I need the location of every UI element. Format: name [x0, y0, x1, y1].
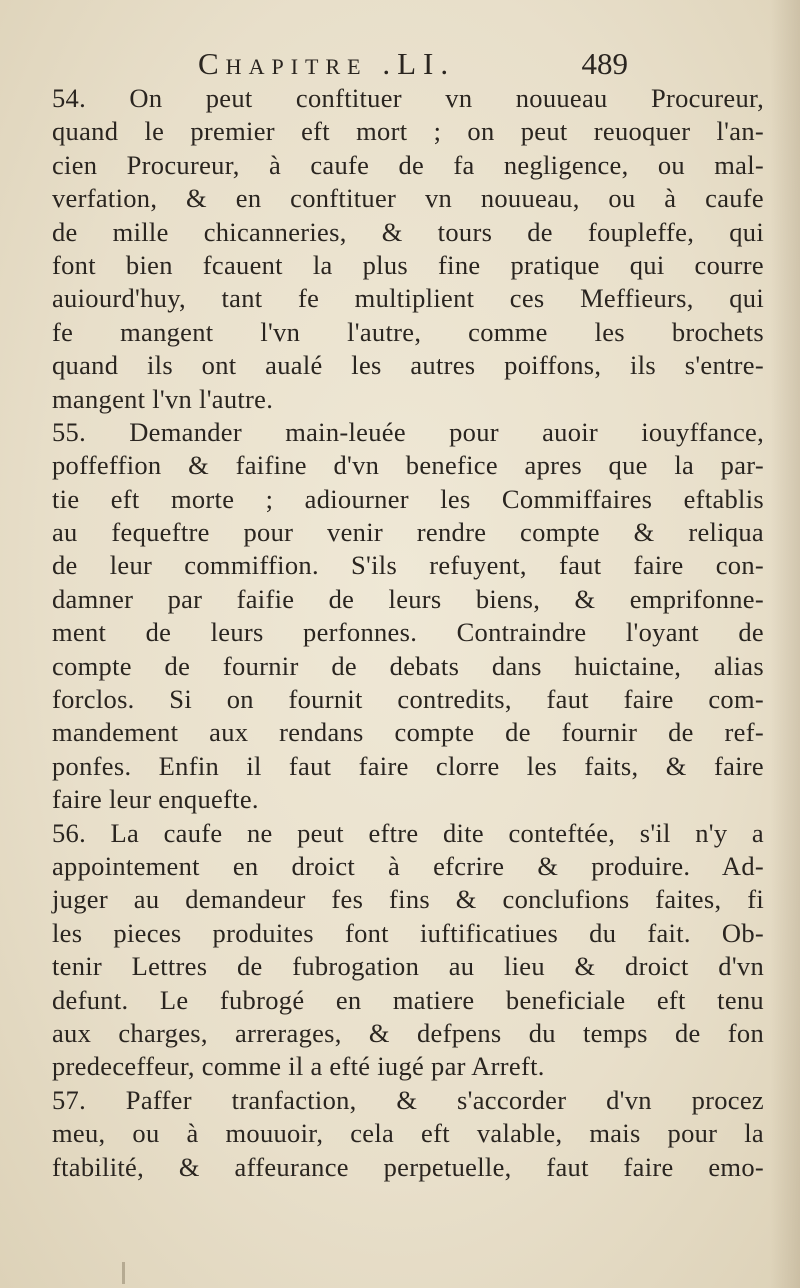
running-head — [198, 46, 638, 86]
text-line: font bien fcauent la plus fine pratique qui courre — [52, 249, 764, 280]
text-line: tenir Lettres de fubrogation au lieu & droict d'vn — [52, 951, 764, 982]
text-line: appointement en droict à efcrire & produire. Ad- — [52, 850, 764, 881]
text-line: 55. Demander main-leuée pour auoir iouyffance, — [52, 416, 764, 447]
text-line: quand le premier eft mort ; on peut reuoquer l'an- — [52, 116, 764, 147]
body-text — [52, 82, 764, 1184]
text-line: quand ils ont aualé les autres poiffons, ils s'entre- — [52, 350, 764, 381]
text-line: verfation, & en conftituer vn nouueau, ou à caufe — [52, 183, 764, 214]
text-line: ment de leurs perfonnes. Contraindre l'oyant de — [52, 617, 764, 648]
text-line: cien Procureur, à caufe de fa negligence, ou mal- — [52, 149, 764, 180]
paper-mark — [122, 1262, 125, 1284]
text-line: mangent l'vn l'autre. — [52, 383, 274, 414]
text-line: 56. La caufe ne peut eftre dite conteftée, s'il n'y a — [52, 817, 764, 848]
chapter-title: Chapitre .LI. — [198, 46, 456, 81]
text-line: 57. Paffer tranfaction, & s'accorder d'vn procez — [52, 1084, 764, 1115]
text-line: meu, ou à mouuoir, cela eft valable, mais pour la — [52, 1118, 764, 1149]
text-line: forclos. Si on fournit contredits, faut faire com- — [52, 684, 764, 715]
text-line: au fequeftre pour venir rendre compte & reliqua — [52, 517, 764, 548]
text-line: damner par faifie de leurs biens, & emprifonne- — [52, 583, 764, 614]
text-line: faire leur enquefte. — [52, 784, 259, 815]
text-line: ftabilité, & affeurance perpetuelle, faut faire emo- — [52, 1151, 764, 1182]
page-edge-shadow — [770, 0, 800, 1288]
text-line: aux charges, arrerages, & defpens du temps de fon — [52, 1017, 764, 1048]
text-line: de leur commiffion. S'ils refuyent, faut faire con- — [52, 550, 764, 581]
text-line: compte de fournir de debats dans huictaine, alias — [52, 650, 764, 681]
text-line: mandement aux rendans compte de fournir de ref- — [52, 717, 764, 748]
text-line: auiourd'huy, tant fe multiplient ces Meffieurs, qui — [52, 283, 764, 314]
text-line: defunt. Le fubrogé en matiere beneficiale eft tenu — [52, 984, 764, 1015]
text-line: de mille chicanneries, & tours de foupleffe, qui — [52, 216, 764, 247]
text-line: poffeffion & faifine d'vn benefice apres que la par- — [52, 450, 764, 481]
text-line: juger au demandeur fes fins & conclufions faites, fi — [52, 884, 764, 915]
text-line: ponfes. Enfin il faut faire clorre les faits, & faire — [52, 750, 764, 781]
text-line: tie eft morte ; adiourner les Commiffaires eftablis — [52, 483, 764, 514]
page-number: 489 — [581, 46, 628, 81]
text-line: predeceffeur, comme il a efté iugé par Arreft. — [52, 1051, 545, 1082]
text-line: les pieces produites font iuftificatiues du fait. Ob- — [52, 917, 764, 948]
text-line: fe mangent l'vn l'autre, comme les brochets — [52, 316, 764, 347]
text-line: 54. On peut conftituer vn nouueau Procureur, — [52, 83, 764, 113]
